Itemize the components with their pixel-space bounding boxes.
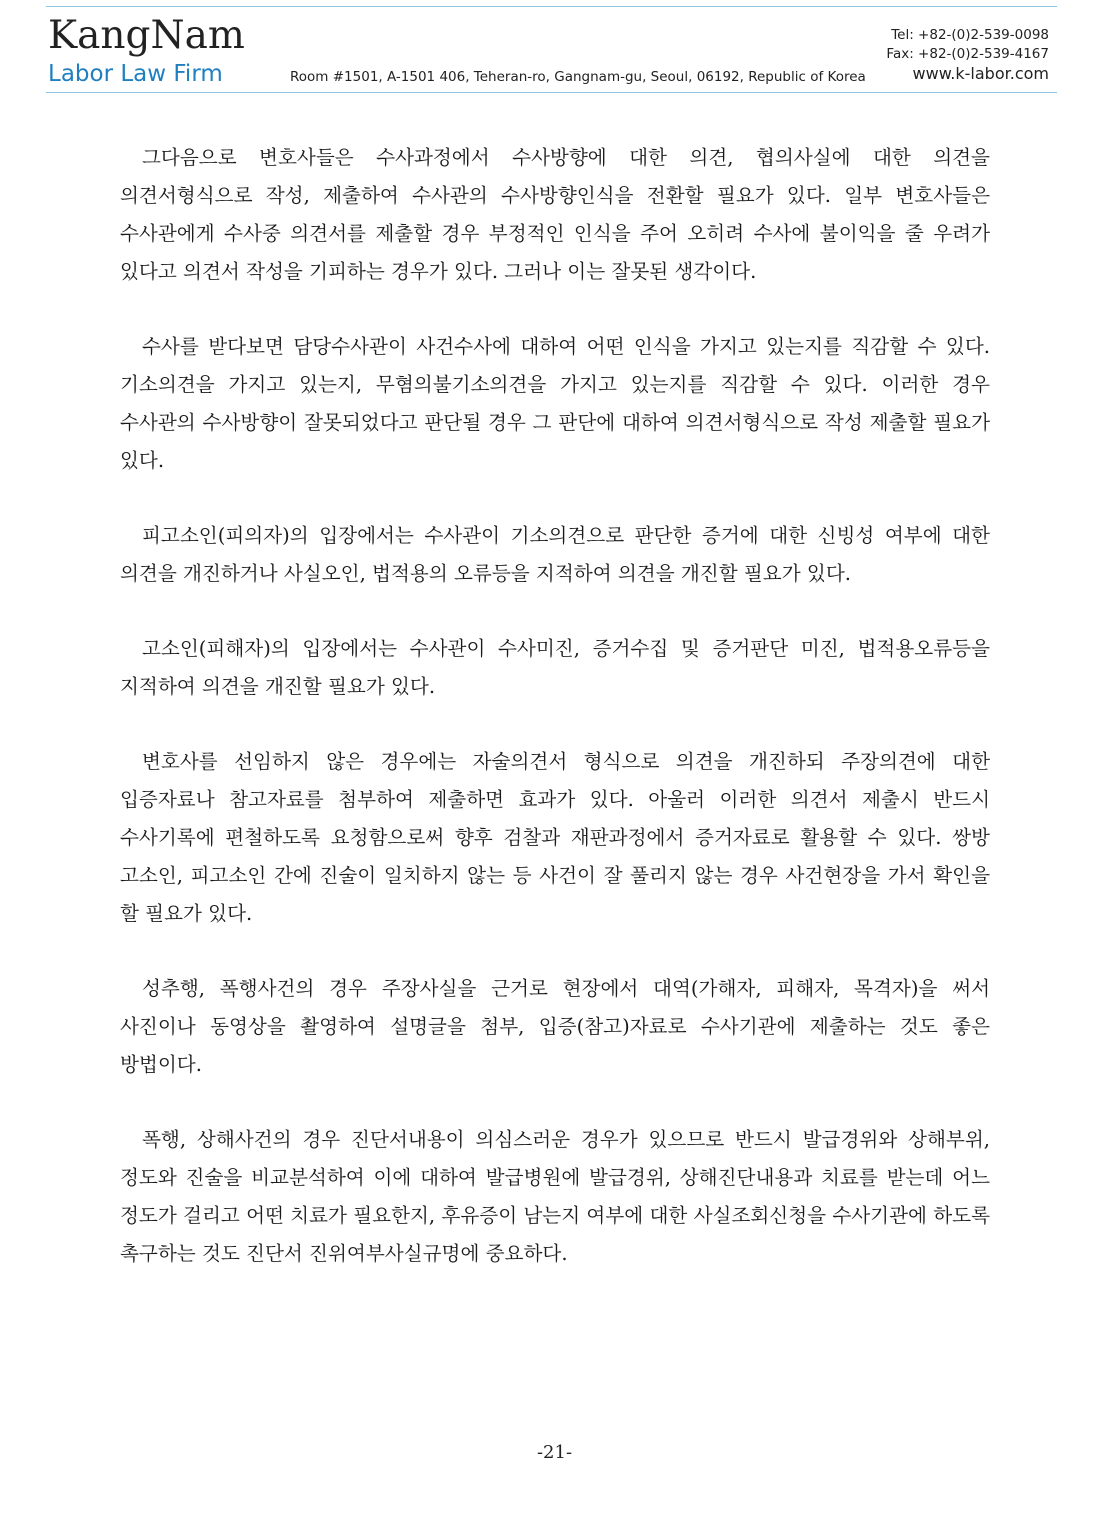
paragraph: 폭행, 상해사건의 경우 진단서내용이 의심스러운 경우가 있으므로 반드시 발급경위와 상해부위, 정도와 진술을 비교분석하여 이에 대하여 발급병원에 발급경위, 상해진단내용과 치료를 받는데 어느 정도가 걸리고 어떤 치료가 필요한지, 후유증이 남는지 여부에 대한 사실조회신청을 수사기관에 하도록 촉구하는 것도 진단서 진위여부사실규명에 중요하다. xyxy=(120,1128,990,1265)
paragraph: 고소인(피해자)의 입장에서는 수사관이 수사미진, 증거수집 및 증거판단 미진, 법적용오류등을 지적하여 의견을 개진할 필요가 있다. xyxy=(120,637,990,698)
paragraph: 변호사를 선임하지 않은 경우에는 자술의견서 형식으로 의견을 개진하되 주장의견에 대한 입증자료나 참고자료를 첨부하여 제출하면 효과가 있다. 아울러 이러한 의견서 제출시 반드시 수사기록에 편철하도록 요청함으로써 향후 검찰과 재판과정에서 증거자료로 활용할 수 있다. 쌍방 고소인, 피고소인 간에 진술이 일치하지 않는 등 사건이 잘 풀리지 않는 경우 사건현장을 가서 확인을 할 필요가 있다. xyxy=(120,750,990,925)
document-body xyxy=(120,139,990,1310)
header-bottom-rule xyxy=(46,92,1057,93)
page-number: -21- xyxy=(536,1442,573,1463)
firm-address: Room #1501, A-1501 406, Teheran-ro, Gangnam-gu, Seoul, 06192, Republic of Korea xyxy=(290,69,866,85)
header-top-rule xyxy=(46,6,1057,7)
letterhead xyxy=(46,12,1057,92)
paragraph: 수사를 받다보면 담당수사관이 사건수사에 대하여 어떤 인식을 가지고 있는지를 직감할 수 있다. 기소의견을 가지고 있는지, 무혐의불기소의견을 가지고 있는지를 직감할 수 있다. 이러한 경우 수사관의 수사방향이 잘못되었다고 판단될 경우 그 판단에 대하여 의견서형식으로 작성 제출할 필요가 있다. xyxy=(120,335,990,472)
firm-name: KangNam xyxy=(48,13,245,58)
contact-block xyxy=(886,26,1049,84)
firm-subtitle: Labor Law Firm xyxy=(48,61,223,87)
paragraph: 그다음으로 변호사들은 수사과정에서 수사방향에 대한 의견, 협의사실에 대한 의견을 의견서형식으로 작성, 제출하여 수사관의 수사방향인식을 전환할 필요가 있다. 일부 변호사들은 수사관에게 수사중 의견서를 제출할 경우 부정적인 인식을 주어 오히려 수사에 불이익을 줄 우려가 있다고 의견서 작성을 기피하는 경우가 있다. 그러나 이는 잘못된 생각이다. xyxy=(120,146,990,283)
website-link[interactable]: www.k-labor.com xyxy=(912,64,1049,83)
paragraph: 피고소인(피의자)의 입장에서는 수사관이 기소의견으로 판단한 증거에 대한 신빙성 여부에 대한 의견을 개진하거나 사실오인, 법적용의 오류등을 지적하여 의견을 개진할 필요가 있다. xyxy=(120,524,990,585)
fax-number: Fax: +82-(0)2-539-4167 xyxy=(886,46,1049,62)
paragraph: 성추행, 폭행사건의 경우 주장사실을 근거로 현장에서 대역(가해자, 피해자, 목격자)을 써서 사진이나 동영상을 촬영하여 설명글을 첨부, 입증(참고)자료로 수사기관에 제출하는 것도 좋은 방법이다. xyxy=(120,977,990,1076)
tel-number: Tel: +82-(0)2-539-0098 xyxy=(891,27,1049,43)
